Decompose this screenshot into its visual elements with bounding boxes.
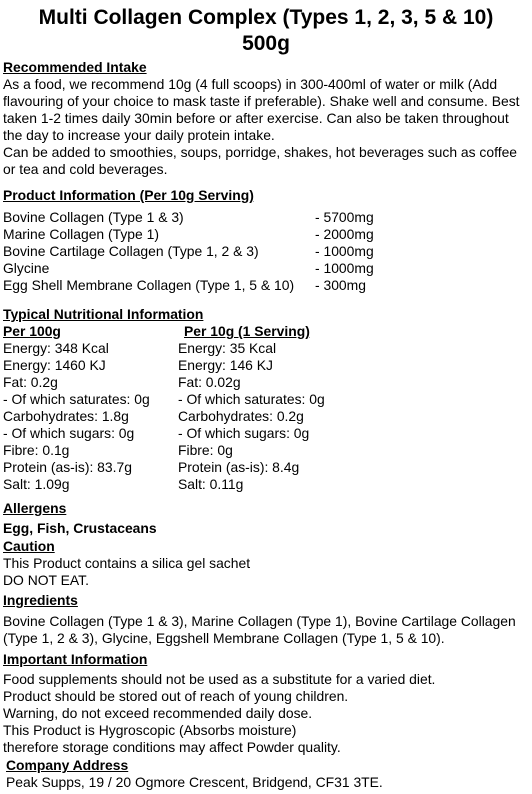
nutrition-value: Energy: 146 KJ xyxy=(178,357,273,373)
caution-line: DO NOT EAT. xyxy=(3,572,89,588)
ingredient-amount: - 2000mg xyxy=(315,226,374,242)
allergens-heading: Allergens xyxy=(3,500,67,516)
ingredient-amount: - 1000mg xyxy=(315,243,374,259)
nutrition-value: Fat: 0.02g xyxy=(178,374,241,390)
company-section xyxy=(6,757,530,791)
recommended-heading: Recommended Intake xyxy=(3,59,147,75)
ingredient-name: Bovine Cartilage Collagen (Type 1, 2 & 3) xyxy=(3,243,259,259)
important-info-line: This Product is Hygroscopic (Absorbs moisture) xyxy=(3,722,297,738)
nutrition-value: - Of which sugars: 0g xyxy=(3,425,135,441)
nutrition-value: - Of which sugars: 0g xyxy=(178,425,310,441)
ingredient-name: Marine Collagen (Type 1) xyxy=(3,226,159,242)
nutrition-heading: Typical Nutritional Information xyxy=(3,306,204,322)
product-info-row xyxy=(3,260,530,277)
ingredients-heading: Ingredients xyxy=(3,592,78,608)
caution-line: This Product contains a silica gel sachet xyxy=(3,555,251,571)
product-info-row xyxy=(3,209,530,226)
nutrition-section xyxy=(3,306,530,495)
caution-section xyxy=(3,538,530,589)
company-heading: Company Address xyxy=(6,757,129,773)
ingredients-text: Bovine Collagen (Type 1 & 3), Marine Collagen (Type 1), Bovine Cartilage Collagen (Type 1, 2 & 3), Glycine, Eggshell Membrane Collagen (Type 1, 5 & 10). xyxy=(3,613,516,646)
nutrition-value: Carbohydrates: 1.8g xyxy=(3,408,129,424)
per-100g-header: Per 100g xyxy=(3,323,61,339)
product-info-section xyxy=(3,187,530,294)
ingredients-section xyxy=(3,592,530,647)
nutrition-value: Protein (as-is): 8.4g xyxy=(178,459,300,475)
allergens-list: Egg, Fish, Crustaceans xyxy=(3,520,157,536)
ingredient-amount: - 1000mg xyxy=(315,260,374,276)
per-serving-header: Per 10g (1 Serving) xyxy=(184,323,310,339)
nutrition-value: Salt: 1.09g xyxy=(3,476,70,492)
product-size: 500g xyxy=(242,32,290,55)
ingredient-name: Egg Shell Membrane Collagen (Type 1, 5 & 10) xyxy=(3,277,295,293)
nutrition-value: - Of which saturates: 0g xyxy=(3,391,150,407)
product-info-heading: Product Information (Per 10g Serving) xyxy=(3,187,254,203)
recommended-section xyxy=(3,59,530,178)
important-info-line: therefore storage conditions may affect Powder quality. xyxy=(3,739,341,755)
nutrition-value: Fat: 0.2g xyxy=(3,374,58,390)
nutrition-value: Carbohydrates: 0.2g xyxy=(178,408,304,424)
allergens-section xyxy=(3,500,530,537)
nutrition-per-serving-column xyxy=(178,323,325,493)
important-info-heading: Important Information xyxy=(3,651,148,667)
company-address: Peak Supps, 19 / 20 Ogmore Crescent, Bridgend, CF31 3TE. xyxy=(6,774,383,790)
ingredient-amount: - 300mg xyxy=(315,277,366,293)
nutrition-value: Fibre: 0g xyxy=(178,442,233,458)
important-info-line: Warning, do not exceed recommended daily dose. xyxy=(3,705,313,721)
product-info-row xyxy=(3,226,530,243)
ingredient-name: Bovine Collagen (Type 1 & 3) xyxy=(3,209,184,225)
nutrition-value: Protein (as-is): 83.7g xyxy=(3,459,132,475)
product-title: Multi Collagen Complex (Types 1, 2, 3, 5 & 10) xyxy=(38,6,494,29)
important-info-section xyxy=(3,651,530,756)
nutrition-value: Energy: 348 Kcal xyxy=(3,340,109,356)
ingredient-name: Glycine xyxy=(3,260,50,276)
product-info-row xyxy=(3,243,530,260)
ingredient-amount: - 5700mg xyxy=(315,209,374,225)
recommended-text-extra: Can be added to smoothies, soups, porridge, shakes, hot beverages such as coffee or tea and cold beverages. xyxy=(3,144,518,177)
nutrition-value: Salt: 0.11g xyxy=(178,476,244,492)
product-info-row xyxy=(3,277,530,294)
nutrition-value: Energy: 35 Kcal xyxy=(178,340,277,356)
caution-heading: Caution xyxy=(3,538,55,554)
nutrition-value: - Of which saturates: 0g xyxy=(178,391,325,407)
nutrition-value: Fibre: 0.1g xyxy=(3,442,70,458)
recommended-text: As a food, we recommend 10g (4 full scoops) in 300-400ml of water or milk (Add flavouring of your choice to mask taste if preferable). Shake well and consume. Best taken 1-2 times daily 30min before or after exercise. Can also be taken throughout the day to increase your daily protein intake. xyxy=(3,76,520,143)
nutrition-per-100g-column xyxy=(3,323,150,493)
important-info-line: Food supplements should not be used as a substitute for a varied diet. xyxy=(3,671,436,687)
important-info-line: Product should be stored out of reach of young children. xyxy=(3,688,349,704)
nutrition-value: Energy: 1460 KJ xyxy=(3,357,106,373)
